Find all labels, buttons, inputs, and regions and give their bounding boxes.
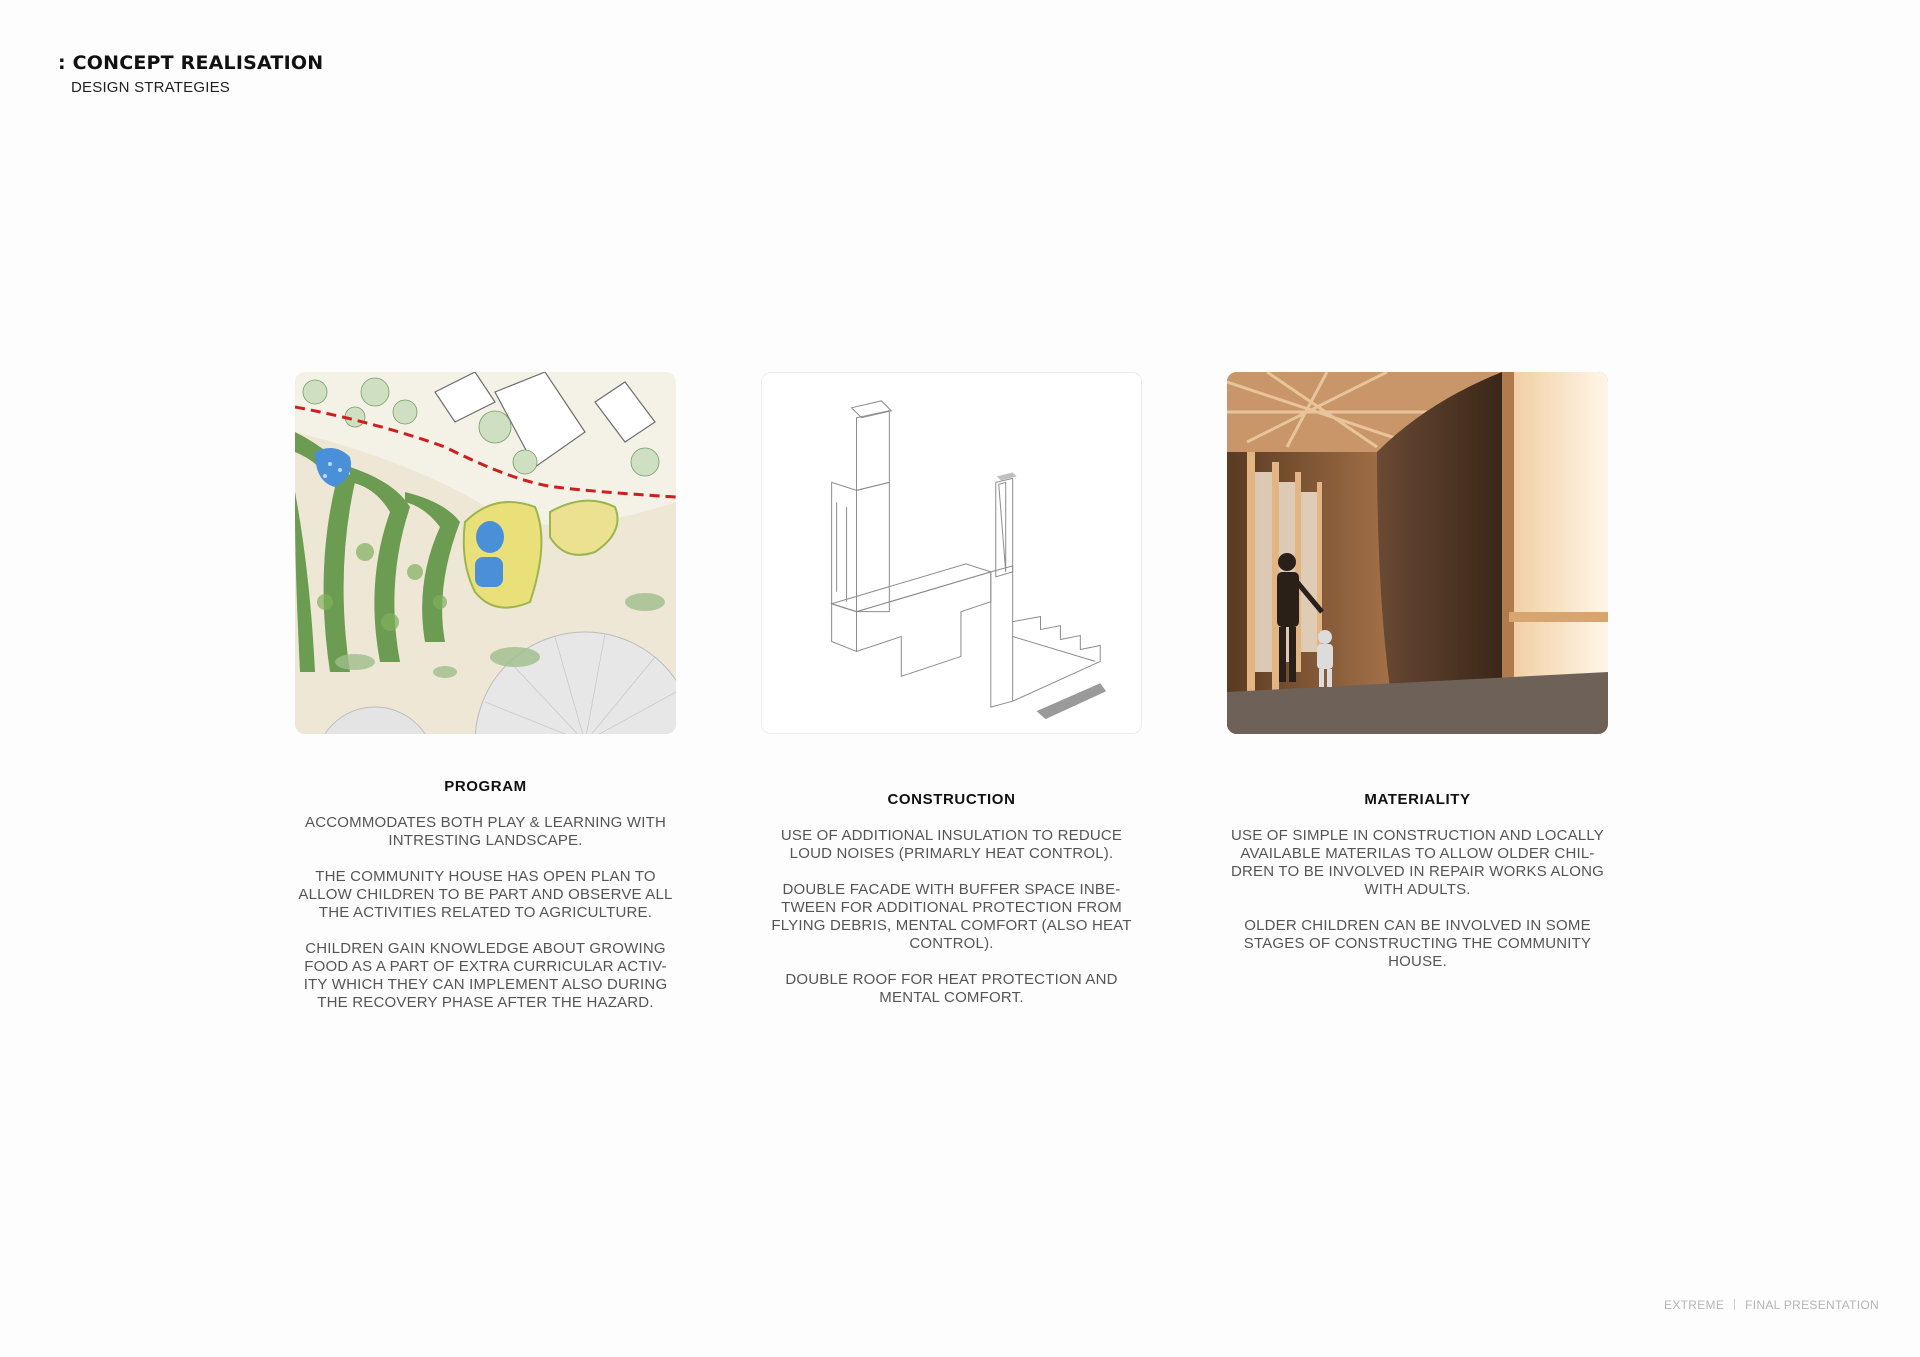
construction-text [761,791,1142,1007]
strategy-card-construction [761,372,1142,1007]
program-paragraph-1: ACCOMMODATES BOTH PLAY & LEARNING WITH INTRESTING LANDSCAPE. [305,814,666,849]
card-title-program: PROGRAM [444,778,527,795]
construction-paragraph-3: DOUBLE ROOF FOR HEAT PROTECTION AND MENTAL COMFORT. [785,971,1118,1006]
materiality-paragraph-1: USE OF SIMPLE IN CONSTRUCTION AND LOCALLY AVAILABLE MATERILAS TO ALLOW OLDER CHIL- DREN TO BE INVOLVED IN REPAIR WORKS ALONG WITH ADULTS. [1230,827,1604,898]
program-paragraph-2: THE COMMUNITY HOUSE HAS OPEN PLAN TO ALLOW CHILDREN TO BE PART AND OBSERVE ALL THE ACTIVITIES RELATED TO AGRICULTURE. [298,868,673,921]
interior-render-photo [1227,372,1608,734]
page-header [58,52,323,96]
materiality-paragraph-2: OLDER CHILDREN CAN BE INVOLVED IN SOME STAGES OF CONSTRUCTING THE COMMUNITY HOUSE. [1243,917,1592,970]
page-subtitle: DESIGN STRATEGIES [71,79,230,96]
axonometric-section-drawing [761,372,1142,734]
footer-presentation-label: FINAL PRESENTATION [1745,1298,1879,1312]
footer-project-label: EXTREME [1664,1298,1725,1312]
page-title: : CONCEPT REALISATION [58,52,324,74]
construction-paragraph-1: USE OF ADDITIONAL INSULATION TO REDUCE LOUD NOISES (PRIMARLY HEAT CONTROL). [780,827,1123,862]
card-title-construction: CONSTRUCTION [887,791,1016,808]
strategy-card-materiality [1227,372,1608,971]
site-plan-image [295,372,676,734]
footer-divider [1734,1299,1735,1310]
card-title-materiality: MATERIALITY [1364,791,1471,808]
materiality-text [1227,791,1608,971]
construction-paragraph-2: DOUBLE FACADE WITH BUFFER SPACE INBE- TWEEN FOR ADDITIONAL PROTECTION FROM FLYING DEBRIS, MENTAL COMFORT (ALSO HEAT CONTROL). [771,881,1132,952]
program-paragraph-3: CHILDREN GAIN KNOWLEDGE ABOUT GROWING FOOD AS A PART OF EXTRA CURRICULAR ACTIV- ITY WHICH THEY CAN IMPLEMENT ALSO DURING THE RECOVERY PHASE AFTER THE HAZARD. [303,940,668,1011]
page-footer [1664,1298,1879,1312]
program-text [295,778,676,1012]
strategy-card-program [295,372,676,1012]
